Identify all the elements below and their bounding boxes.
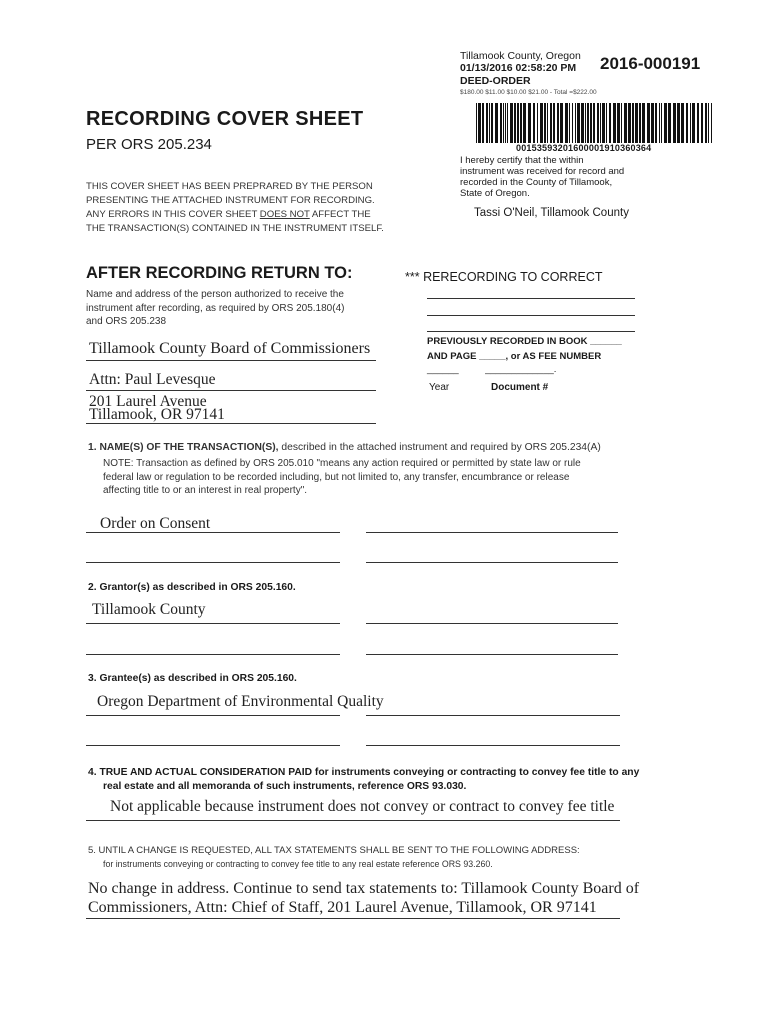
field-line	[86, 715, 340, 716]
rerecording-heading: *** RERECORDING TO CORRECT	[405, 270, 603, 284]
barcode-bar	[547, 103, 548, 143]
barcode-bar	[507, 103, 508, 143]
barcode-bar	[690, 103, 691, 143]
desc-line: instrument after recording, as required by ORS 205.180(4)	[86, 302, 345, 314]
section-5-value-line2: Commissioners, Attn: Chief of Staff, 201 Laurel Avenue, Tillamook, OR 97141	[88, 899, 597, 916]
barcode-bar	[668, 103, 671, 143]
barcode-bar	[544, 103, 546, 143]
barcode-bar	[651, 103, 654, 143]
return-description	[86, 288, 344, 329]
barcode-bar	[565, 103, 568, 143]
note-line: federal law or regulation to be recorded including, but not limited to, any transfer, encumbrance or release	[103, 471, 570, 483]
stamp-fees: $180.00 $11.00 $10.00 $21.00 - Total =$222.00	[460, 89, 597, 96]
barcode-bar	[514, 103, 516, 143]
barcode-bar	[581, 103, 584, 143]
section-1-title-rest: described in the attached instrument and required by ORS 205.234(A)	[278, 442, 601, 453]
notice-line	[86, 208, 384, 222]
field-line	[86, 532, 340, 533]
certify-line: I hereby certify that the within	[460, 155, 584, 166]
barcode-bar	[593, 103, 595, 143]
barcode-bar	[686, 103, 688, 143]
certify-line: State of Oregon.	[460, 188, 530, 199]
section-5-subtitle: for instruments conveying or contracting to convey fee title to any real estate reference ORS 93.260.	[103, 859, 493, 869]
field-line	[86, 820, 620, 821]
field-line	[366, 623, 618, 624]
barcode-bar	[533, 103, 535, 143]
barcode-bar	[537, 103, 538, 143]
field-line	[86, 423, 376, 424]
stamp-certify	[460, 155, 624, 199]
section-1-title: 1. NAME(S) OF THE TRANSACTION(S),	[88, 442, 279, 453]
field-line	[427, 315, 635, 316]
barcode	[476, 103, 716, 143]
barcode-bar	[510, 103, 513, 143]
barcode-bar	[705, 103, 707, 143]
stamp-barcode-number: 00153593201600001910360364	[516, 143, 652, 153]
cover-notice	[86, 180, 384, 236]
field-line	[427, 298, 635, 299]
section-1-heading	[88, 442, 601, 453]
barcode-bar	[659, 103, 660, 143]
section-2-title: 2. Grantor(s) as described in ORS 205.160.	[88, 582, 296, 593]
barcode-bar	[577, 103, 580, 143]
section-4-title: 4. TRUE AND ACTUAL CONSIDERATION PAID for instruments conveying or contracting to convey fee title to any	[88, 767, 640, 778]
barcode-bar	[478, 103, 481, 143]
previously-recorded-line1: PREVIOUSLY RECORDED IN BOOK ______	[427, 336, 622, 347]
barcode-bar	[708, 103, 709, 143]
barcode-bar	[575, 103, 576, 143]
field-line	[366, 654, 618, 655]
section-4-title-line2: real estate and all memoranda of such instruments, reference ORS 93.030.	[103, 781, 467, 792]
field-line	[86, 562, 340, 563]
barcode-bar	[609, 103, 611, 143]
field-line	[86, 623, 340, 624]
barcode-bar	[602, 103, 605, 143]
return-name: Tillamook County Board of Commissioners	[89, 340, 371, 357]
barcode-bar	[489, 103, 490, 143]
barcode-bar	[553, 103, 555, 143]
field-line	[86, 654, 340, 655]
barcode-bar	[590, 103, 592, 143]
notice-line: PRESENTING THE ATTACHED INSTRUMENT FOR RECORDING.	[86, 195, 375, 206]
section-1-value: Order on Consent	[100, 515, 211, 532]
barcode-bar	[677, 103, 680, 143]
barcode-bar	[647, 103, 650, 143]
barcode-bar	[628, 103, 631, 143]
barcode-bar	[711, 103, 712, 143]
section-2-value: Tillamook County	[92, 601, 206, 618]
barcode-bar	[572, 103, 573, 143]
field-line	[86, 360, 376, 361]
barcode-bar	[550, 103, 552, 143]
section-5-value-line1: No change in address. Continue to send tax statements to: Tillamook County Board of	[88, 880, 640, 897]
barcode-bar	[613, 103, 616, 143]
stamp-type: DEED-ORDER	[460, 75, 531, 87]
barcode-bar	[692, 103, 695, 143]
barcode-bar	[600, 103, 601, 143]
barcode-bar	[632, 103, 634, 143]
barcode-bar	[701, 103, 703, 143]
barcode-bar	[560, 103, 563, 143]
barcode-bar	[500, 103, 502, 143]
field-line	[366, 745, 620, 746]
document-label: Document #	[491, 382, 549, 393]
return-address1: 201 Laurel Avenue	[89, 393, 207, 410]
barcode-bar	[491, 103, 493, 143]
barcode-bar	[635, 103, 638, 143]
field-line	[366, 715, 620, 716]
barcode-bar	[664, 103, 667, 143]
notice-underlined: DOES NOT	[259, 209, 310, 220]
barcode-bar	[655, 103, 657, 143]
barcode-bar	[587, 103, 589, 143]
field-line	[86, 918, 620, 919]
barcode-bar	[673, 103, 676, 143]
note-line: affecting title to or an interest in real property".	[103, 485, 308, 496]
barcode-bar	[528, 103, 531, 143]
return-heading: AFTER RECORDING RETURN TO:	[86, 264, 353, 282]
barcode-bar	[517, 103, 519, 143]
barcode-bar	[639, 103, 641, 143]
stamp-datetime: 01/13/2016 02:58:20 PM	[460, 62, 577, 74]
barcode-bar	[661, 103, 662, 143]
barcode-bar	[681, 103, 684, 143]
barcode-bar	[520, 103, 522, 143]
section-4-value: Not applicable because instrument does not convey or contract to convey fee title	[110, 798, 615, 815]
stamp-county: Tillamook County, Oregon	[460, 50, 581, 62]
barcode-bar	[505, 103, 506, 143]
previously-recorded-line2: AND PAGE _____, or AS FEE NUMBER	[427, 351, 602, 362]
barcode-bar	[557, 103, 559, 143]
return-address2: Tillamook, OR 97141	[89, 406, 225, 423]
certify-line: recorded in the County of Tillamook,	[460, 177, 613, 188]
notice-text: AFFECT THE	[309, 209, 371, 220]
section-3-title: 3. Grantee(s) as described in ORS 205.160.	[88, 673, 297, 684]
desc-line: and ORS 205.238	[86, 316, 167, 327]
return-attn: Attn: Paul Levesque	[89, 371, 216, 388]
field-line	[427, 331, 635, 332]
field-line	[366, 562, 618, 563]
desc-line: Name and address of the person authorized to receive the	[86, 289, 344, 300]
section-5-title: 5. UNTIL A CHANGE IS REQUESTED, ALL TAX STATEMENTS SHALL BE SENT TO THE FOLLOWING ADDRESS:	[88, 845, 580, 856]
barcode-bar	[621, 103, 622, 143]
notice-text: ANY ERRORS IN THIS COVER SHEET	[86, 209, 260, 220]
barcode-bar	[569, 103, 570, 143]
year-label: Year	[429, 382, 450, 393]
barcode-bar	[624, 103, 627, 143]
stamp-doc-number: 2016-000191	[600, 54, 701, 73]
section-1-note	[103, 457, 581, 498]
barcode-bar	[540, 103, 543, 143]
note-line: NOTE: Transaction as defined by ORS 205.010 "means any action required or permitted by state law or rule	[103, 458, 581, 469]
year-doc-blanks: ______ _____________.	[427, 364, 557, 375]
page-subtitle: PER ORS 205.234	[86, 136, 212, 153]
barcode-bar	[617, 103, 620, 143]
notice-line: THE TRANSACTION(S) CONTAINED IN THE INSTRUMENT ITSELF.	[86, 223, 384, 234]
barcode-bar	[486, 103, 488, 143]
barcode-bar	[495, 103, 498, 143]
stamp-signature: Tassi O'Neil, Tillamook County	[474, 207, 629, 219]
barcode-bar	[642, 103, 645, 143]
barcode-bar	[585, 103, 586, 143]
barcode-bar	[476, 103, 477, 143]
barcode-bar	[597, 103, 599, 143]
barcode-bar	[523, 103, 526, 143]
page-title: RECORDING COVER SHEET	[86, 108, 364, 130]
field-line	[366, 532, 618, 533]
notice-line: THIS COVER SHEET HAS BEEN PREPRARED BY THE PERSON	[86, 181, 373, 192]
certify-line: instrument was received for record and	[460, 166, 625, 177]
section-3-value: Oregon Department of Environmental Quality	[97, 693, 384, 710]
barcode-bar	[503, 103, 504, 143]
barcode-bar	[482, 103, 484, 143]
field-line	[86, 745, 340, 746]
barcode-bar	[697, 103, 699, 143]
barcode-bar	[606, 103, 607, 143]
field-line	[86, 390, 376, 391]
